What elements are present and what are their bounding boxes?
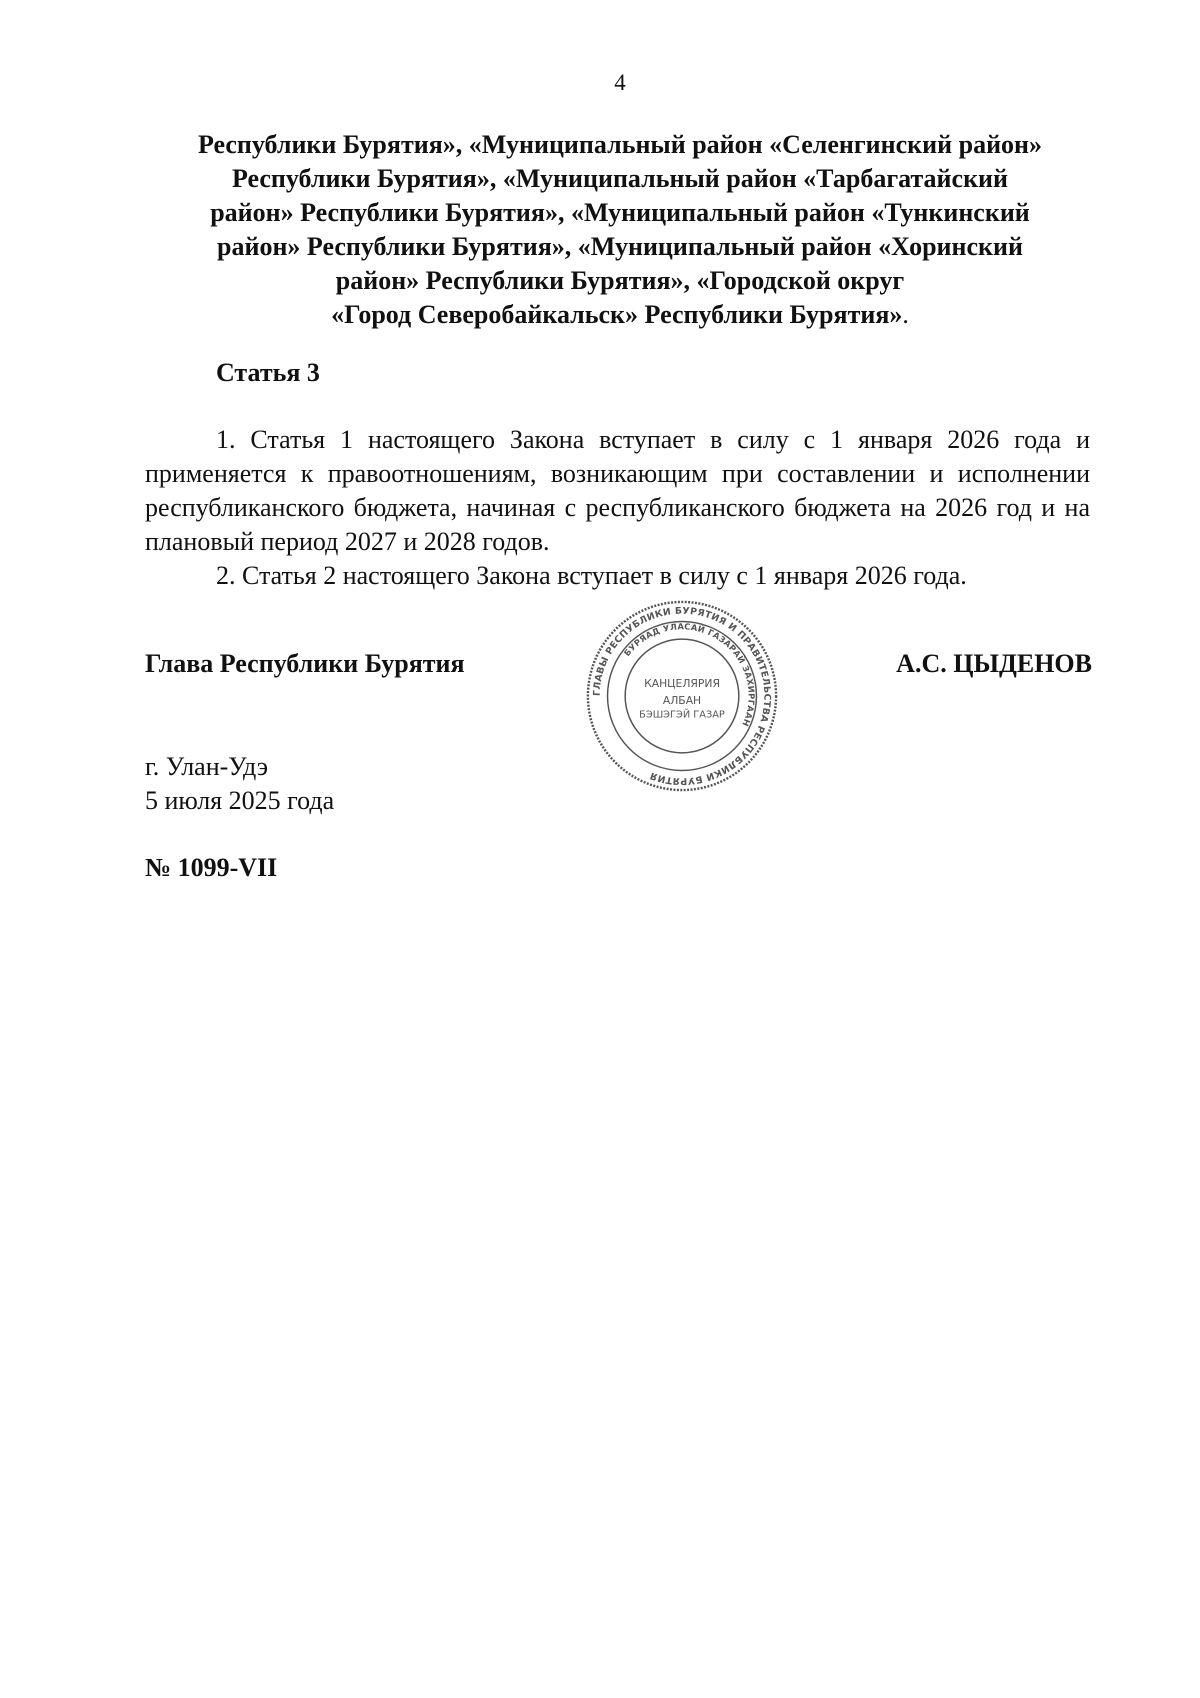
seal-center-line-1: КАНЦЕЛЯРИЯ	[644, 677, 720, 691]
law-number: № 1099-VII	[145, 853, 278, 882]
intro-last-bold: «Город Северобайкальск» Республики Бурятия»	[331, 300, 903, 329]
intro-last-tail: .	[902, 300, 909, 329]
signature-role: Глава Республики Бурятия	[145, 649, 465, 678]
intro-line: район» Республики Бурятия», «Муниципальный район «Тункинский	[210, 198, 1030, 227]
seal-inner-text: БУРЯАД УЛАСАЙ ГАЗАРАЙ ЗАХИРГААН	[621, 621, 757, 729]
intro-line: Республики Бурятия», «Муниципальный район «Селенгинский район»	[197, 130, 1043, 159]
seal-center-line-3: БЭШЭГЭЙ ГАЗАР	[639, 709, 725, 721]
date: 5 июля 2025 года	[145, 786, 335, 815]
seal-outer-text: ГЛАВЫ РЕСПУБЛИКИ БУРЯТИЯ И ПРАВИТЕЛЬСТВА РЕСПУБЛИКИ БУРЯТИЯ	[591, 605, 773, 787]
intro-line-last	[140, 298, 1100, 332]
article-title: Статья 3	[216, 358, 320, 387]
city: г. Улан-Удэ	[145, 752, 269, 781]
article-paragraph-2: 2. Статья 2 настоящего Закона вступает в силу с 1 января 2026 года.	[216, 561, 967, 590]
intro-line: Республики Бурятия», «Муниципальный район «Тарбагатайский	[231, 164, 1009, 193]
article-paragraph-1: 1. Статья 1 настоящего Закона вступает в силу с 1 января 2026 года и применяется к правоотношениям, возникающим при составлении и исполнении республиканского бюджета, начиная с республиканского бюджета на 2026 год и на плановый период 2027 и 2028 годов.	[145, 425, 1090, 556]
intro-line: район» Республики Бурятия», «Муниципальный район «Хоринский	[217, 232, 1023, 261]
signature-name: А.С. ЦЫДЕНОВ	[896, 649, 1092, 678]
place-and-date	[145, 750, 334, 818]
intro-text	[140, 128, 1100, 332]
seal-center-line-2: АЛБАН	[662, 693, 702, 707]
page-number: 4	[614, 70, 626, 95]
official-seal	[584, 598, 780, 794]
intro-line: район» Республики Бурятия», «Городской округ	[335, 266, 905, 295]
